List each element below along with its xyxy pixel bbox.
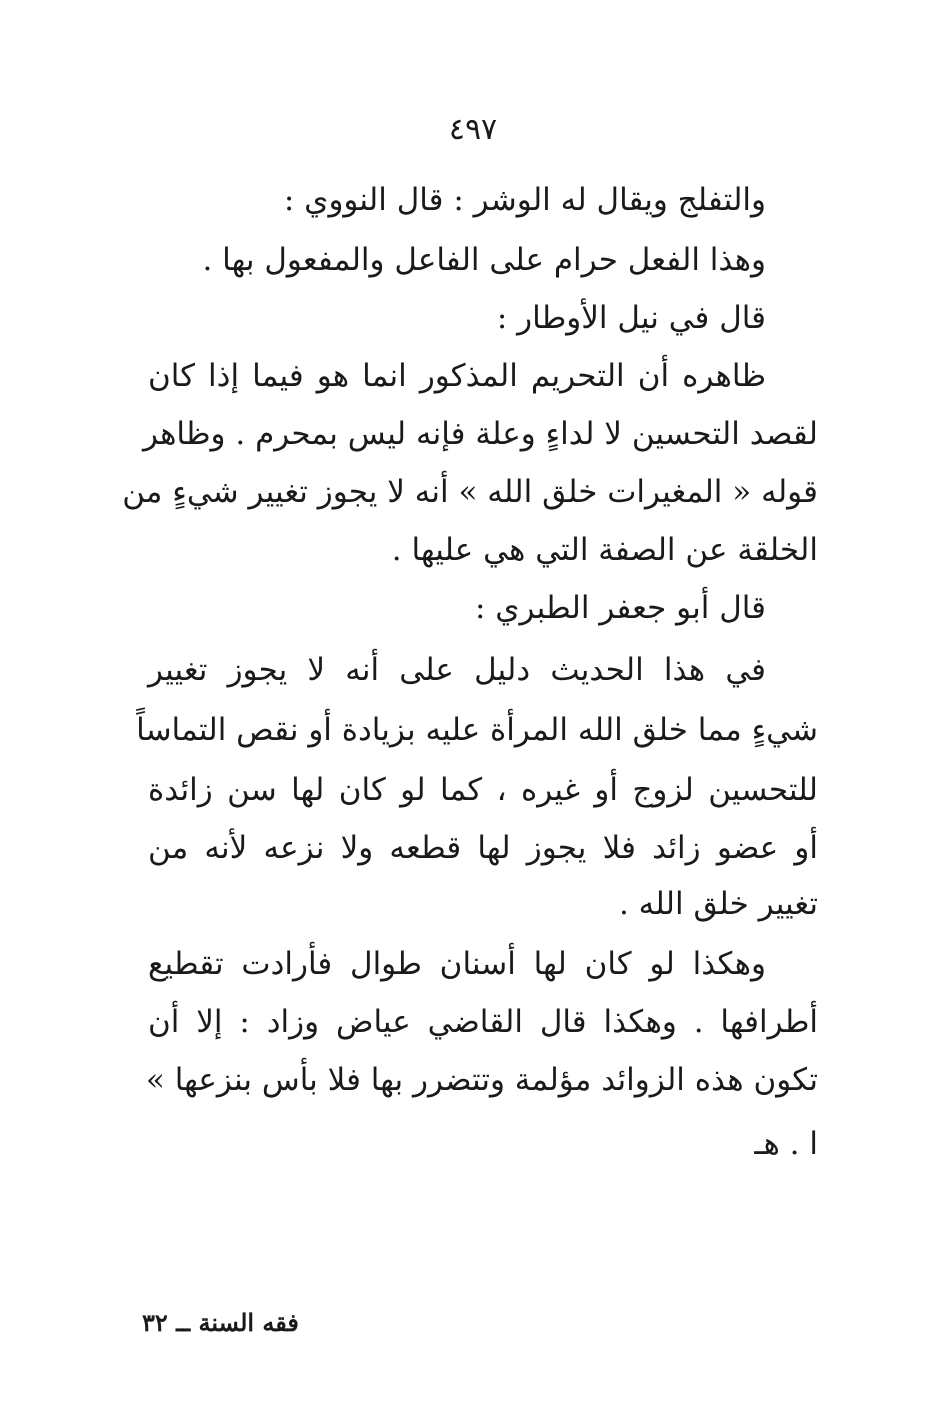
text-line-14: وهكذا لو كان لها أسنان طوال فأرادت تقطيع — [148, 946, 766, 982]
page-number: ٤٩٧ — [448, 112, 498, 147]
text-line-3: قال في نيل الأوطار : — [496, 300, 766, 336]
text-line-6: قوله « المغيرات خلق الله » أنه لا يجوز تغيير شيءٍ من — [122, 474, 818, 510]
text-line-13: تغيير خلق الله . — [618, 886, 818, 922]
text-line-16: تكون هذه الزوائد مؤلمة وتتضرر بها فلا بأس بنزعها » — [145, 1062, 818, 1098]
text-line-1: والتفلج ويقال له الوشر : قال النووي : — [283, 182, 766, 218]
text-line-15: أطرافها . وهكذا قال القاضي عياض وزاد : إلا أن — [148, 1004, 818, 1040]
text-line-4: ظاهره أن التحريم المذكور انما هو فيما إذا كان — [148, 358, 766, 394]
text-line-7: الخلقة عن الصفة التي هي عليها . — [391, 532, 818, 568]
text-line-8: قال أبو جعفر الطبري : — [474, 590, 766, 626]
text-line-5: لقصد التحسين لا لداءٍ وعلة فإنه ليس بمحرم . وظاهر — [142, 416, 818, 452]
text-line-17: ا . هـ — [754, 1126, 818, 1162]
text-line-10: شيءٍ مما خلق الله المرأة عليه بزيادة أو نقص التماساً — [136, 712, 818, 748]
text-line-11: للتحسين لزوج أو غيره ، كما لو كان لها سن زائدة — [148, 772, 818, 808]
text-line-9: في هذا الحديث دليل على أنه لا يجوز تغيير — [148, 652, 766, 688]
text-line-2: وهذا الفعل حرام على الفاعل والمفعول بها . — [202, 242, 766, 278]
page-footer: فقه السنة ــ ٣٢ — [142, 1308, 299, 1337]
text-line-12: أو عضو زائد فلا يجوز لها قطعه ولا نزعه لأنه من — [148, 830, 818, 866]
